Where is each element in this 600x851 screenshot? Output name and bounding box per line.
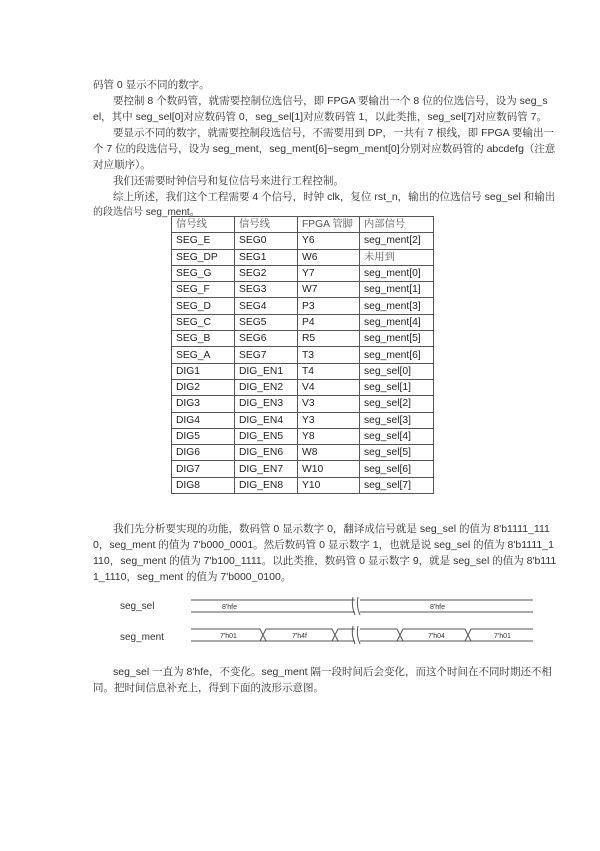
table-header-cell: FPGA 管脚 [298,217,360,233]
table-cell: DIG_EN5 [235,428,298,444]
table-cell: SEG_E [172,233,235,249]
table-cell: T4 [298,363,360,379]
table-cell: DIG5 [172,428,235,444]
paragraph-line: 码管 0 显示不同的数字。 [93,79,210,91]
table-cell: SEG_D [172,298,235,314]
paragraph-line: 我们还需要时钟信号和复位信号来进行工程控制。 [113,175,344,187]
table-cell: SEG_B [172,331,235,347]
paragraph-line: 要控制 8 个数码管，就需要控制位选信号，即 FPGA 要输出一个 8 位的位选信号，设为 seg_s [113,95,548,107]
seg-ment-value: 7'h01 [220,633,237,640]
paragraph-line: 要显示不同的数字，就需要控制段选信号，不需要用到 DP，一共有 7 根线，即 FPGA 要输出一 [113,127,555,139]
paragraph-line: el，其中 seg_sel[0]对应数码管 0，seg_sel[1]对应数码管 1，以此类推，seg_sel[7]对应数码管 7。 [93,111,547,123]
paragraph-line: 1_1110，seg_ment 的值为 7'b000_0100。 [93,571,292,583]
table-cell: T3 [298,347,360,363]
table-cell: Y3 [298,412,360,428]
table-cell: SEG6 [235,331,298,347]
table-cell: seg_sel[2] [360,396,434,412]
table-cell: 未用到 [360,249,434,265]
table-cell: V4 [298,379,360,395]
table-cell: DIG_EN7 [235,461,298,477]
table-cell: DIG8 [172,477,235,493]
wave-label-seg-ment: seg_ment [120,632,164,643]
table-cell: SEG5 [235,314,298,330]
paragraph-line: 我们先分析要实现的功能，数码管 0 显示数字 0，翻译成信号就是 seg_sel 的值为 8'b1111_111 [113,523,550,535]
table-cell: W6 [298,249,360,265]
table-cell: SEG_F [172,282,235,298]
paragraph-line: seg_sel 一直为 8'hfe，不变化。seg_ment 隔一段时间后会变化，而这个时间在不同时期还不相 [113,666,552,678]
table-cell: DIG2 [172,379,235,395]
table-cell: SEG7 [235,347,298,363]
table-header-cell: 信号线 [172,217,235,233]
table-cell: seg_sel[1] [360,379,434,395]
table-cell: SEG_G [172,265,235,281]
table-cell: DIG1 [172,363,235,379]
table-cell: seg_sel[6] [360,461,434,477]
paragraph-line: 110，seg_ment 的值为 7'b100_1111。以此类推，数码管 0 显示数字 9，就是 seg_sel 的值为 8'b111 [93,555,557,567]
paragraph-line: 综上所述，我们这个工程需要 4 个信号，时钟 clk，复位 rst_n，输出的位选信号 seg_sel 和输出 [113,191,556,203]
table-cell: Y7 [298,265,360,281]
table-cell: seg_sel[5] [360,445,434,461]
table-cell: Y8 [298,428,360,444]
seg-ment-value: 7'h01 [494,633,511,640]
table-cell: SEG_DP [172,249,235,265]
table-cell: V3 [298,396,360,412]
table-cell: DIG_EN4 [235,412,298,428]
table-cell: P4 [298,314,360,330]
table-cell: R5 [298,331,360,347]
table-cell: Y6 [298,233,360,249]
seg-sel-value: 8'hfe [222,604,237,611]
table-cell: seg_ment[3] [360,298,434,314]
table-header-cell: 内部信号 [360,217,434,233]
paragraph-line: 的段选信号 seg_ment。 [93,207,200,218]
table-cell: SEG_A [172,347,235,363]
table-cell: seg_sel[4] [360,428,434,444]
table-cell: seg_ment[0] [360,265,434,281]
seg-ment-segment [332,629,355,641]
table-cell: P3 [298,298,360,314]
seg-ment-segment [360,629,403,641]
table-cell: DIG7 [172,461,235,477]
table-cell: DIG_EN1 [235,363,298,379]
table-cell: DIG_EN6 [235,445,298,461]
table-cell: seg_sel[7] [360,477,434,493]
table-cell: seg_ment[5] [360,331,434,347]
table-cell: seg_ment[6] [360,347,434,363]
table-cell: SEG2 [235,265,298,281]
table-cell: seg_ment[1] [360,282,434,298]
wave-label-seg-sel: seg_sel [120,601,155,612]
table-cell: SEG0 [235,233,298,249]
paragraph-line: 对应顺序）。 [93,159,151,171]
table-cell: SEG4 [235,298,298,314]
table-cell: DIG3 [172,396,235,412]
table-cell: DIG_EN8 [235,477,298,493]
table-cell: DIG_EN2 [235,379,298,395]
table-cell: seg_ment[4] [360,314,434,330]
table-cell: DIG4 [172,412,235,428]
table-cell: SEG_C [172,314,235,330]
table-cell: SEG3 [235,282,298,298]
seg-sel-value: 8'hfe [430,604,445,611]
paragraph-line: 同。把时间信息补充上，得到下面的波形示意图。 [93,682,324,694]
paragraph-line: 个 7 位的段选信号，设为 seg_ment，seg_ment[6]~segm_ment[0]分别对应数码管的 abcdefg（注意 [93,143,556,155]
table-header-cell: 信号线 [235,217,298,233]
table-cell: seg_ment[2] [360,233,434,249]
table-cell: W7 [298,282,360,298]
seg-ment-value: 7'h04 [428,633,445,640]
table-cell: W10 [298,461,360,477]
table-cell: Y10 [298,477,360,493]
seg-ment-value: 7'h4f [292,633,307,640]
table-cell: SEG1 [235,249,298,265]
table-cell: seg_sel[0] [360,363,434,379]
table-cell: DIG_EN3 [235,396,298,412]
table-cell: seg_sel[3] [360,412,434,428]
paragraph-line: 0，seg_ment 的值为 7'b000_0001。然后数码管 0 显示数字 1，也就是说 seg_sel 的值为 8'b1111_1 [93,539,554,551]
table-cell: DIG6 [172,445,235,461]
table-cell: W8 [298,445,360,461]
